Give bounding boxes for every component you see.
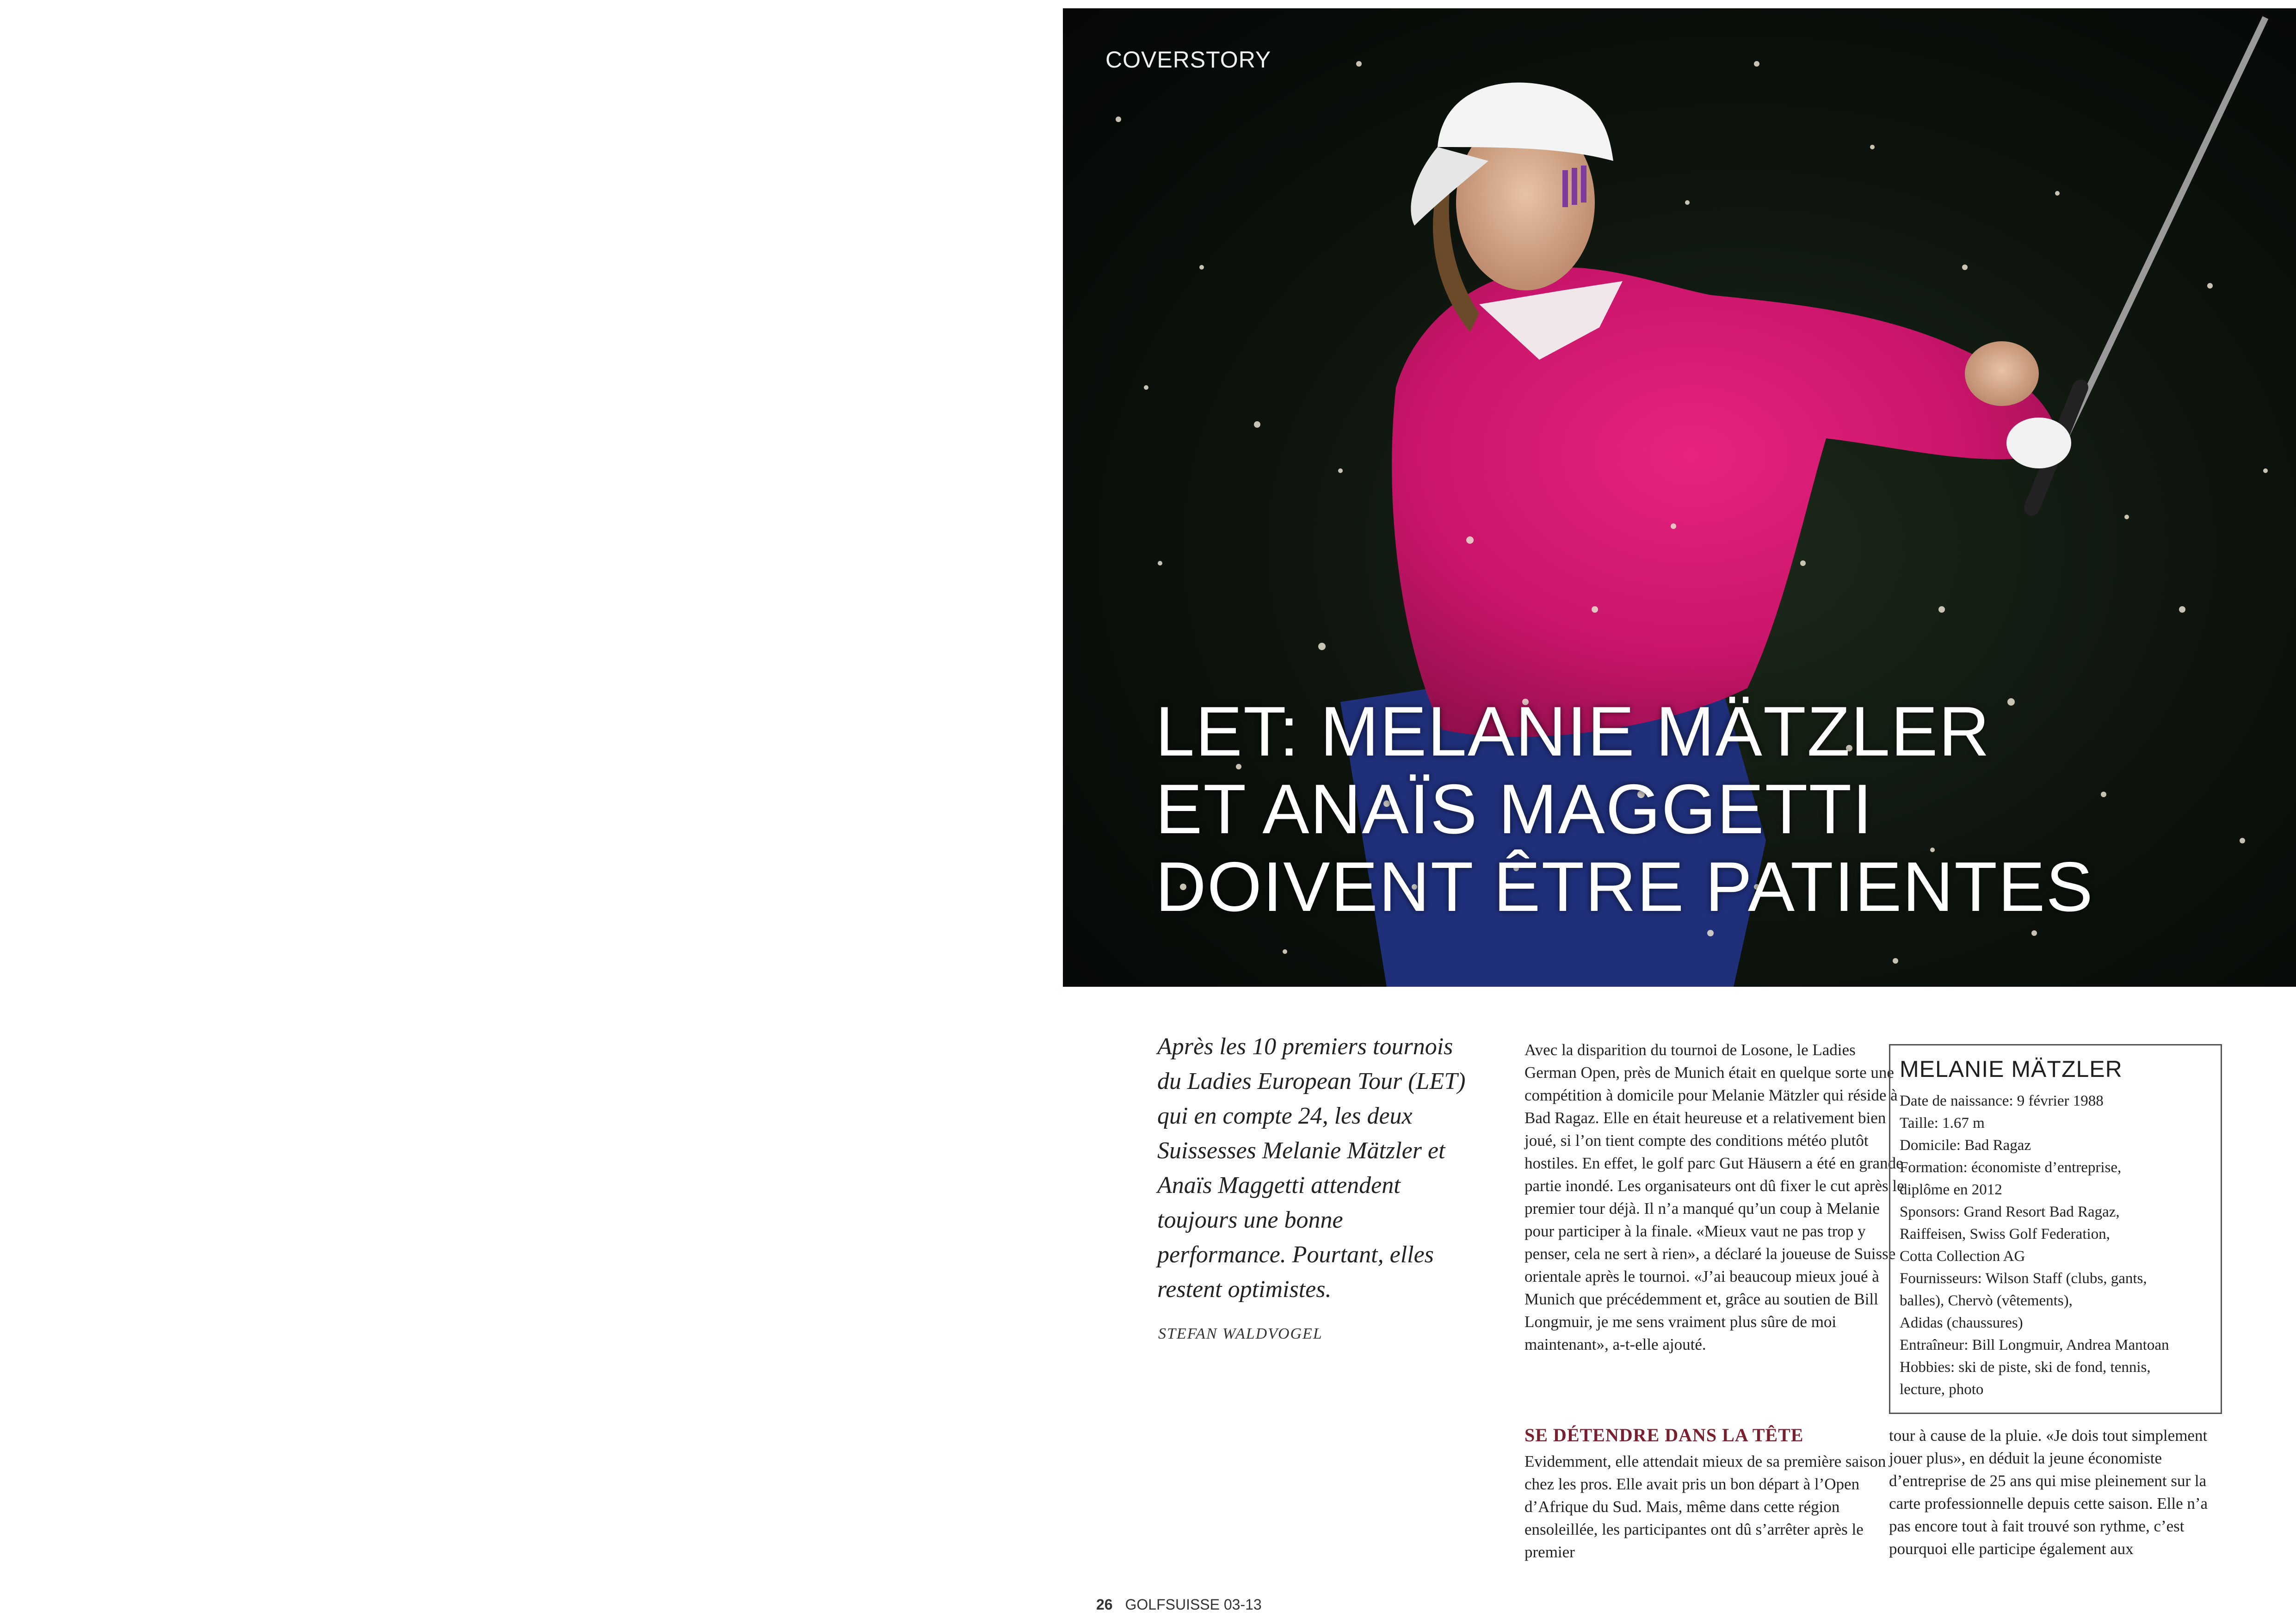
pink-sweater: [1392, 267, 2058, 737]
factbox-row: diplôme en 2012: [1900, 1181, 2002, 1198]
factbox-title: MELANIE MÄTZLER: [1900, 1056, 2123, 1082]
body-column: [1524, 1039, 1908, 1356]
headline-line: DOIVENT ÊTRE PATIENTES: [1155, 848, 2094, 926]
golfer-hand: [1965, 341, 2039, 406]
cover-photo: [1063, 8, 2296, 987]
factbox-row: Date de naissance: 9 février 1988: [1900, 1093, 2104, 1109]
body-paragraph: Evidemment, elle attendait mieux de sa première saison chez les pros. Elle avait pris un bon départ à l’Open d’Afrique du Sud. Mais, même dans cette région ensoleillée, les participantes ont dû s’arrêter après le premier: [1524, 1452, 1886, 1561]
player-factbox: [1889, 1044, 2222, 1414]
factbox-row: Cotta Collection AG: [1900, 1248, 2025, 1265]
factbox-row: Entraîneur: Bill Longmuir, Andrea Mantoan: [1900, 1337, 2169, 1353]
section-label: COVERSTORY: [1105, 47, 1271, 73]
factbox-row: balles), Chervò (vêtements),: [1900, 1292, 2073, 1309]
body-paragraph: tour à cause de la pluie. «Je dois tout simplement jouer plus», en déduit la jeune économiste d’entreprise de 25 ans qui mise pleinement sur la carte professionnelle depuis cette saison. Elle n’a pas encore tout à fait trouvé son rythme, c’est pourquoi elle participe également aux: [1889, 1426, 2208, 1558]
factbox-row: Taille: 1.67 m: [1900, 1115, 1985, 1131]
white-glove: [2006, 418, 2071, 468]
article-intro: Après les 10 premiers tournois du Ladies European Tour (LET) qui en compte 24, les deux Suissesses Melanie Mätzler et Anaïs Maggetti attendent toujours une bonne performance. Pourtant, elles restent optimistes.: [1157, 1033, 1466, 1303]
factbox-row: Sponsors: Grand Resort Bad Ragaz,: [1900, 1204, 2120, 1220]
body-column: [1889, 1424, 2213, 1560]
body-paragraph: Avec la disparition du tournoi de Losone, le Ladies German Open, près de Munich était en quelque sorte une compétition à domicile pour Melanie Mätzler qui réside à Bad Ragaz. Elle en était heureuse et a relativement bien joué, si l’on tient compte des conditions météo plutôt hostiles. En effet, le golf parc Gut Häusern a été en grande partie inondé. Les organisateurs ont dû fixer le cut après le premier tour déjà. Il n’a manqué qu’un coup à Melanie pour participer à la finale. «Mieux vaut ne pas trop y penser, cela ne sert à rien», a déclaré la joueuse de Suisse orientale après le tournoi. «J’ai beaucoup mieux joué à Munich que précédemment et, grâce au soutien de Bill Longmuir, je me sens vraiment plus sûre de moi maintenant», a-t-elle ajouté.: [1524, 1041, 1904, 1353]
factbox-row: lecture, photo: [1900, 1381, 1984, 1398]
factbox-row: Formation: économiste d’entreprise,: [1900, 1159, 2122, 1176]
headline-line: ET ANAÏS MAGGETTI: [1155, 770, 1873, 848]
body-column: [1524, 1450, 1908, 1563]
section-subhead: SE DÉTENDRE DANS LA TÊTE: [1524, 1425, 1804, 1445]
author-byline: STEFAN WALDVOGEL: [1158, 1325, 1323, 1342]
factbox-row: Adidas (chaussures): [1900, 1315, 2023, 1331]
factbox-row: Domicile: Bad Ragaz: [1900, 1137, 2031, 1154]
page-number: 26: [1096, 1596, 1113, 1613]
factbox-row: Hobbies: ski de piste, ski de fond, tennis,: [1900, 1359, 2151, 1376]
publication-name: GOLFSUISSE 03-13: [1125, 1596, 1262, 1613]
headline-line: LET: MELANIE MÄTZLER: [1155, 692, 1991, 771]
factbox-row: Raiffeisen, Swiss Golf Federation,: [1900, 1226, 2110, 1242]
factbox-row: Fournisseurs: Wilson Staff (clubs, gants,: [1900, 1270, 2147, 1287]
page-footer: [1096, 1596, 1262, 1613]
article-headline: [1155, 693, 2265, 926]
